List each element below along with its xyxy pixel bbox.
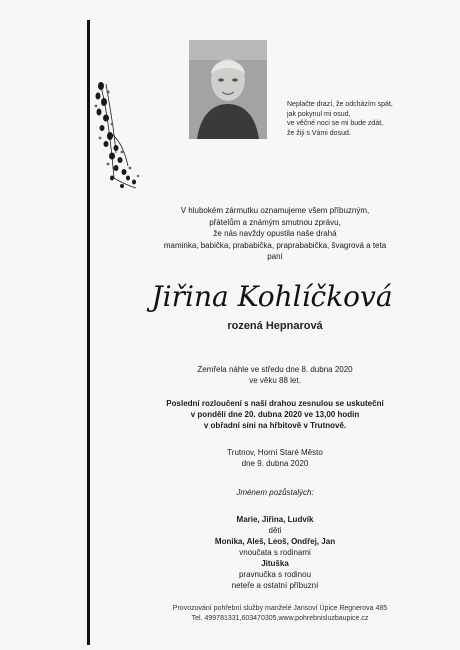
announcement <box>110 205 440 263</box>
funeral-line: Poslední rozloučení s naší drahou zesnulou se uskuteční <box>166 399 384 408</box>
death-notice <box>110 364 440 386</box>
funeral-notice <box>110 398 440 431</box>
survivors-line: Marie, Jiřina, Ludvík <box>236 515 314 524</box>
place-line: Trutnov, Horní Staré Město <box>227 448 323 457</box>
survivors-line: vnoučata s rodinami <box>239 548 311 557</box>
announcement-line: přátelům a známým smutnou zprávu, <box>209 217 341 227</box>
funeral-line: v pondělí dne 20. dubna 2020 ve 13,00 hodin <box>190 410 360 419</box>
announcement-line: paní <box>267 252 283 261</box>
poem-line: jak pokynul mi osud, <box>287 110 351 118</box>
survivors-line: pravnučka s rodinou <box>238 570 312 579</box>
flower-spray-icon <box>92 78 152 190</box>
place-date <box>110 447 440 469</box>
survivors-line: děti <box>268 526 282 535</box>
maiden-name: rozená Hepnarová <box>227 320 323 332</box>
survivors-intro: Jménem pozůstalých: <box>236 488 314 497</box>
portrait-photo <box>189 40 267 139</box>
poem-line: ve věčné noci se mi bude zdát, <box>287 120 384 127</box>
mourning-rule <box>87 20 90 645</box>
survivors-line: Jituška <box>261 559 289 568</box>
announcement-line: maminka, babička, prababička, praprababička, švagrová a teta <box>163 240 387 250</box>
survivors-line: neteře a ostatní příbuzní <box>231 581 319 590</box>
survivors-line: Monika, Aleš, Leoš, Ondřej, Jan <box>214 537 336 546</box>
poem-line: že žiji s Vámi dosud. <box>287 129 351 137</box>
date-line: dne 9. dubna 2020 <box>241 459 309 468</box>
survivors-list <box>110 514 440 591</box>
poem-line: Neplačte drazí, že odcházím spát, <box>287 101 393 108</box>
footer-contact: Tel. 499781331,603470305,www.pohrebnisluzbaupice.cz <box>191 614 369 622</box>
funeral-line: v obřadní síni na hřbitově v Trutnově. <box>203 421 347 430</box>
deceased-name: Jiřina Kohlíčková <box>151 280 393 313</box>
funeral-service-footer <box>110 604 450 623</box>
poem <box>287 100 457 138</box>
death-line: ve věku 88 let. <box>249 376 301 385</box>
announcement-line: že nás navždy opustila naše drahá <box>213 229 337 238</box>
death-line: Zemřela náhle ve středu dne 8. dubna 2020 <box>197 365 353 374</box>
footer-line: Provozování pohřební služby manželé Jansoví Úpice Regnerova 485 <box>172 605 388 612</box>
announcement-line: V hlubokém zármutku oznamujeme všem příbuzným, <box>180 206 370 215</box>
